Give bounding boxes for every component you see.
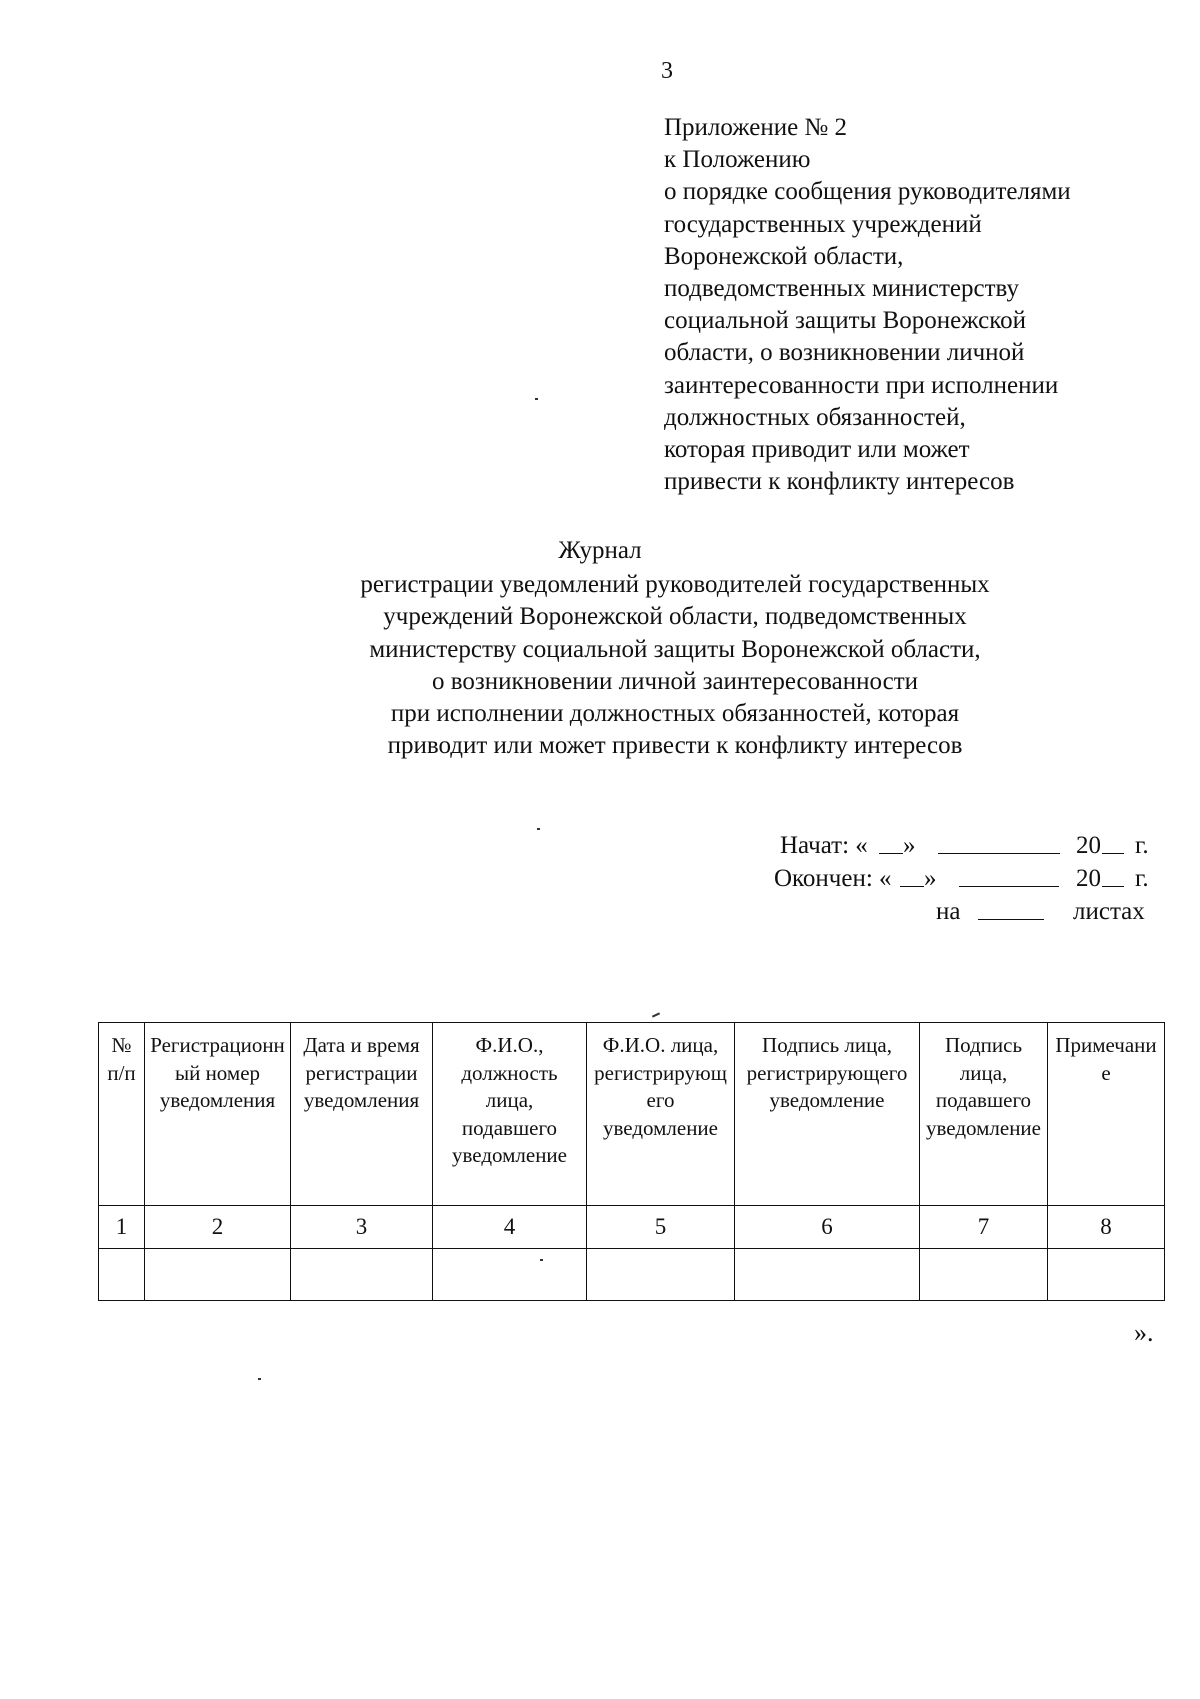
appendix-line: привести к конфликту интересов: [664, 468, 1015, 496]
header-row: [99, 1023, 1165, 1206]
appendix-block: [664, 112, 1184, 498]
column-number-row: [99, 1206, 1165, 1249]
journal-line: министерству социальной защиты Воронежской области,: [369, 635, 981, 663]
month-blank: [959, 862, 1059, 896]
registration-table-wrap: [98, 1022, 1165, 1301]
day-blank: [900, 862, 924, 896]
column-number-cell: 4: [433, 1206, 587, 1249]
appendix-line: Воронежской области,: [664, 242, 904, 270]
appendix-line: к Положению: [664, 146, 811, 174]
column-number-cell: 8: [1048, 1206, 1165, 1249]
header-cell: Примечание: [1048, 1023, 1165, 1206]
journal-line: при исполнении должностных обязанностей, которая: [390, 700, 960, 728]
entry-cell: [587, 1249, 735, 1301]
journal-title: Журнал: [558, 537, 642, 564]
column-number-cell: 1: [99, 1206, 145, 1249]
header-cell: Подпись лица, подавшего уведомление: [920, 1023, 1048, 1206]
registration-table: [98, 1022, 1165, 1301]
started-row: [740, 829, 1160, 862]
scan-speck: [258, 1378, 261, 1380]
header-cell: № п/п: [99, 1023, 145, 1206]
empty-entry-row: [99, 1249, 1165, 1301]
entry-cell: [735, 1249, 920, 1301]
journal-line: приводит или может привести к конфликту интересов: [387, 732, 963, 760]
column-number-cell: 7: [920, 1206, 1048, 1249]
entry-cell: [145, 1249, 291, 1301]
header-cell: Дата и время регистрации уведомления: [291, 1023, 433, 1206]
appendix-line: должностных обязанностей,: [664, 403, 966, 431]
scan-speck: [535, 398, 538, 400]
journal-line: учреждений Воронежской области, подведомственных: [383, 603, 967, 631]
column-number-cell: 2: [145, 1206, 291, 1249]
header-cell: Регистрационный номер уведомления: [145, 1023, 291, 1206]
ended-label: Окончен: «: [774, 865, 892, 892]
year-prefix: 20: [1076, 865, 1101, 892]
column-number-cell: 3: [291, 1206, 433, 1249]
on-label: на: [936, 898, 961, 925]
year-blank: [1102, 862, 1124, 896]
appendix-line: заинтересованности при исполнении: [664, 371, 1059, 399]
entry-cell: [433, 1249, 587, 1301]
sheets-label: листах: [1073, 898, 1145, 925]
journal-line: регистрации уведомлений руководителей государственных: [360, 571, 990, 598]
appendix-line: о порядке сообщения руководителями: [664, 178, 1071, 206]
ended-row: [740, 862, 1160, 895]
journal-line: о возникновении личной заинтересованности: [431, 667, 919, 695]
sheets-row: [740, 895, 1160, 928]
appendix-line: подведомственных министерству: [664, 275, 1019, 303]
year-suffix: г.: [1135, 832, 1149, 859]
quote-close: »: [903, 832, 916, 859]
column-number-cell: 5: [587, 1206, 735, 1249]
entry-cell: [1048, 1249, 1165, 1301]
entry-cell: [920, 1249, 1048, 1301]
year-suffix: г.: [1135, 865, 1149, 892]
appendix-line: области, о возникновении личной: [664, 339, 1025, 367]
header-cell: Подпись лица, регистрирующего уведомление: [735, 1023, 920, 1206]
header-cell: Ф.И.О. лица, регистрирующего уведомление: [587, 1023, 735, 1206]
appendix-line: Приложение № 2: [664, 114, 848, 141]
sheets-blank: [978, 895, 1044, 929]
header-cell: Ф.И.О., должность лица, подавшего уведомление: [433, 1023, 587, 1206]
appendix-line: которая приводит или может: [664, 436, 970, 464]
year-prefix: 20: [1076, 832, 1101, 859]
appendix-line: государственных учреждений: [664, 210, 982, 238]
started-label: Начат: «: [780, 832, 868, 859]
journal-subtitle: [0, 569, 1200, 763]
appendix-line: социальной защиты Воронежской: [664, 307, 1026, 335]
entry-cell: [99, 1249, 145, 1301]
quote-close: »: [924, 865, 937, 892]
scan-speck: [537, 828, 540, 830]
dates-block: [740, 829, 1160, 928]
month-blank: [938, 829, 1060, 863]
column-number-cell: 6: [735, 1206, 920, 1249]
scan-speck: [540, 1259, 543, 1261]
page-number: 3: [661, 58, 673, 84]
entry-cell: [291, 1249, 433, 1301]
scan-speck: [652, 1012, 660, 1017]
year-blank: [1102, 829, 1124, 863]
closing-quote: ».: [1134, 1318, 1154, 1347]
day-blank-underline: [879, 829, 903, 863]
